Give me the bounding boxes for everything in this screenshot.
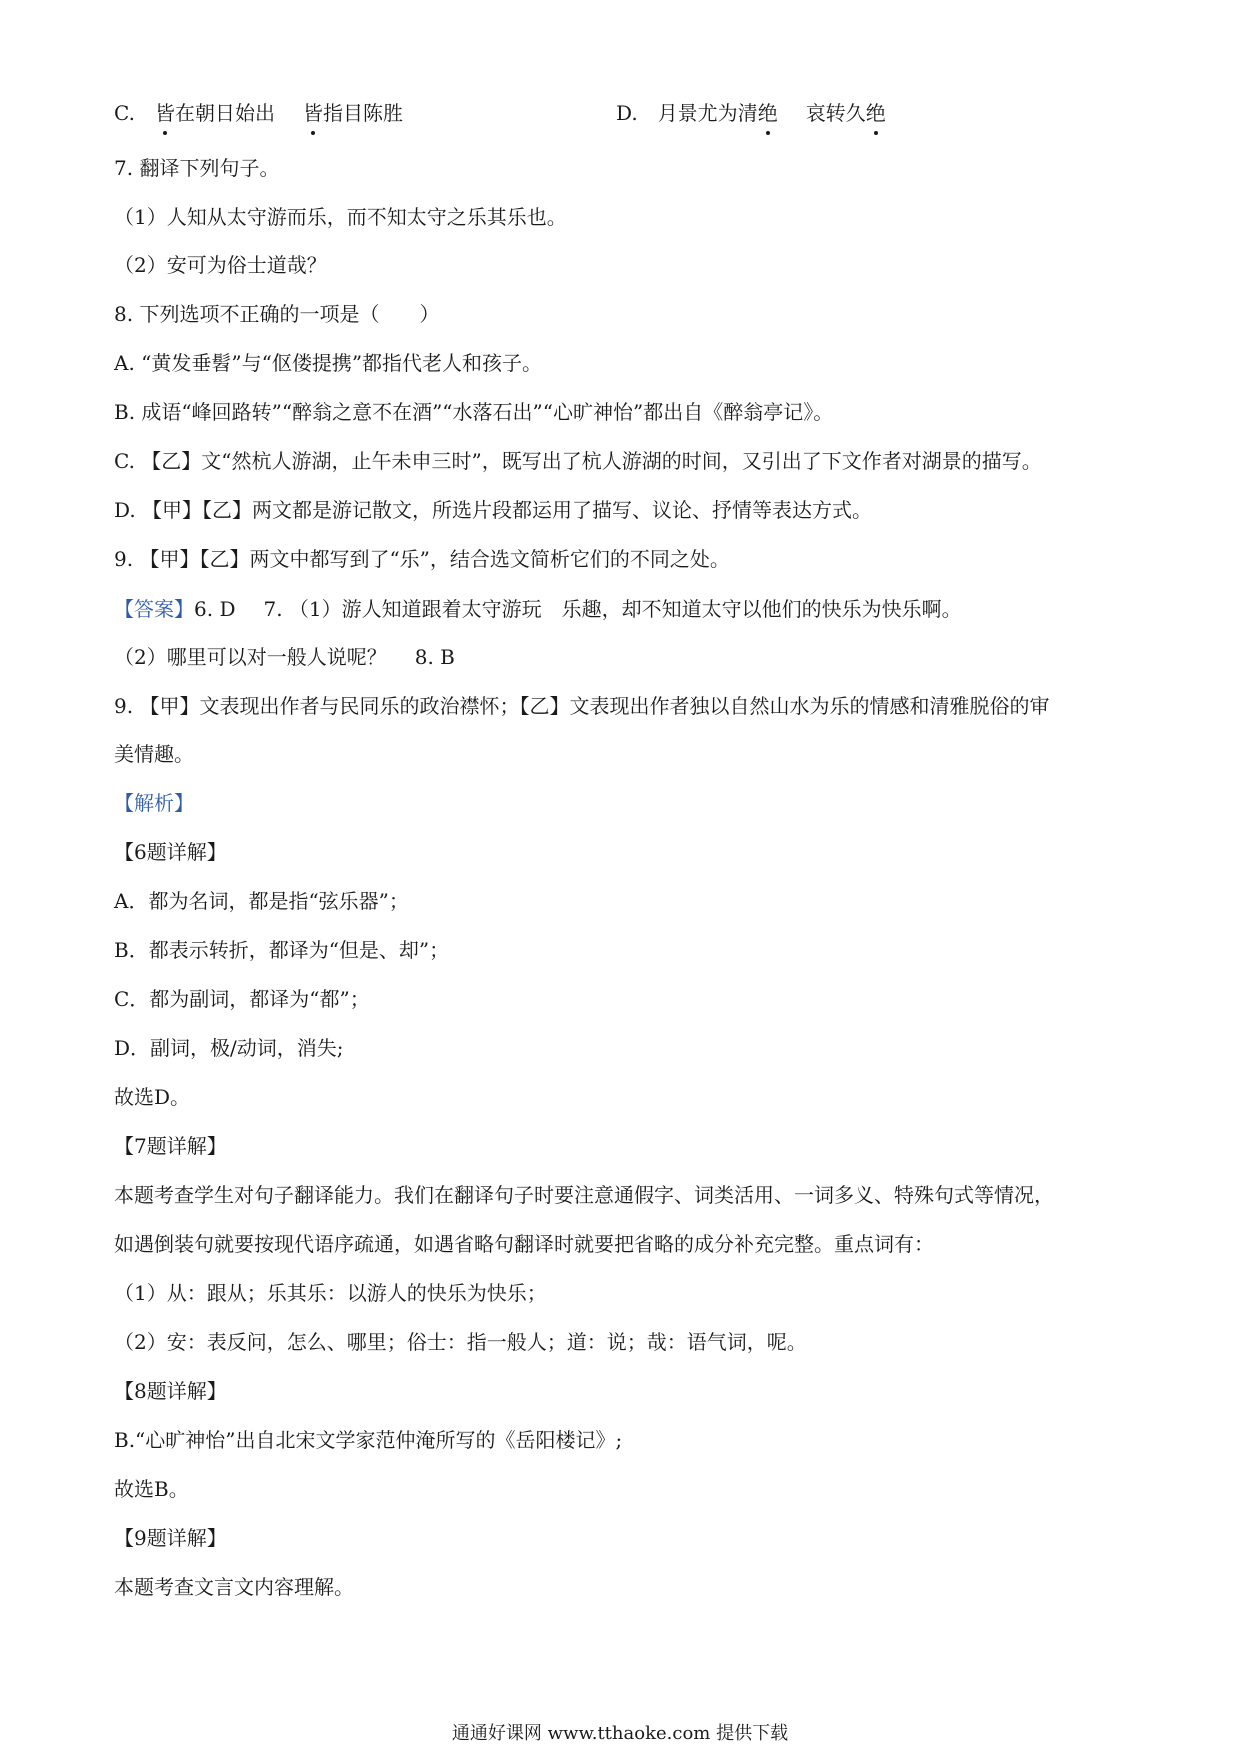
detail-6-title: 【6题详解】 (114, 840, 227, 864)
detail-8-b: B.“心旷神怡”出自北宋文学家范仲淹所写的《岳阳楼记》; (114, 1428, 623, 1452)
emphasis-word: 绝 (866, 100, 886, 126)
options-cd-row (114, 100, 1140, 130)
emphasis-word: 皆 (303, 100, 323, 126)
emphasis-word: 绝 (758, 100, 778, 126)
q7-stem: 7. 翻译下列句子。 (114, 156, 280, 180)
emphasis-dot (163, 131, 167, 135)
detail-7-sentence-1: （1）从：跟从；乐其乐：以游人的快乐为快乐； (114, 1281, 547, 1305)
detail-6-c: C．都为副词，都译为“都”； (114, 987, 370, 1011)
detail-6-a: A．都为名词，都是指“弦乐器”； (114, 889, 409, 913)
answer-q7-part2: （2）哪里可以对一般人说呢？ (114, 645, 387, 669)
emphasis-dot (766, 131, 770, 135)
detail-7-sentence-2: （2）安：表反问，怎么、哪里；俗士：指一般人；道：说；哉：语气词，呢。 (114, 1330, 807, 1354)
q8-stem: 8. 下列选项不正确的一项是（ ） (114, 302, 440, 326)
analysis-tag: 【解析】 (114, 791, 194, 815)
detail-9-title: 【9题详解】 (114, 1526, 227, 1550)
page-footer: 通通好课网 www.tthaoke.com 提供下载 (451, 1723, 789, 1744)
option-d: D. 月景尤为清绝 哀转久绝 (616, 100, 886, 126)
option-c-letter: C. (114, 101, 135, 125)
detail-7-line-2: 如遇倒装句就要按现代语序疏通，如遇省略句翻译时就要把省略的成分补充完整。重点词有： (114, 1232, 934, 1256)
detail-8-pick: 故选B。 (114, 1477, 189, 1501)
detail-7-title: 【7题详解】 (114, 1134, 227, 1158)
q8-option-a: A. “黄发垂髫”与“伛偻提携”都指代老人和孩子。 (114, 351, 543, 375)
answer-line-1 (114, 596, 1140, 622)
q7-sentence-2: （2）安可为俗士道哉？ (114, 253, 327, 277)
detail-6-d: D．副词，极/动词，消失; (114, 1036, 344, 1060)
detail-6-b: B．都表示转折，都译为“但是、却”； (114, 938, 450, 962)
answer-q8: 8. B (414, 645, 455, 669)
answer-q6: 6. D (194, 597, 236, 621)
answer-tag: 【答案】 (114, 597, 194, 621)
detail-6-pick: 故选D。 (114, 1085, 191, 1109)
option-c: C. 皆 在朝日始出 皆 指目陈胜 (114, 100, 403, 126)
emphasis-dot (311, 131, 315, 135)
q8-option-b: B. 成语“峰回路转”“醉翁之意不在酒”“水落石出”“心旷神怡”都出自《醉翁亭记》。 (114, 400, 834, 424)
detail-8-title: 【8题详解】 (114, 1379, 227, 1403)
q9-stem: 9. 【甲】【乙】两文中都写到了“乐”，结合选文简析它们的不同之处。 (114, 547, 730, 571)
detail-7-line-1: 本题考查学生对句子翻译能力。我们在翻译句子时要注意通假字、词类活用、一词多义、特殊句式等情况， (114, 1183, 1054, 1207)
emphasis-word: 皆 (155, 100, 175, 126)
emphasis-dot (874, 131, 878, 135)
detail-9-line-1: 本题考查文言文内容理解。 (114, 1575, 354, 1599)
answer-line-2 (114, 644, 1140, 670)
answer-q7-part1: 7. （1）游人知道跟着太守游玩 乐趣，却不知道太守以他们的快乐为快乐啊。 (263, 597, 962, 621)
q7-sentence-1: （1）人知从太守游而乐，而不知太守之乐其乐也。 (114, 205, 567, 229)
answer-q9-line-2: 美情趣。 (114, 742, 194, 766)
q8-option-c: C. 【乙】文“然杭人游湖，止午未申三时”，既写出了杭人游湖的时间，又引出了下文作者对湖景的描写。 (114, 449, 1042, 473)
q8-option-d: D. 【甲】【乙】两文都是游记散文，所选片段都运用了描写、议论、抒情等表达方式。 (114, 498, 873, 522)
option-d-letter: D. (616, 101, 638, 125)
answer-q9-line-1: 9. 【甲】文表现出作者与民同乐的政治襟怀；【乙】文表现出作者独以自然山水为乐的情感和清雅脱俗的审 (114, 694, 1050, 718)
